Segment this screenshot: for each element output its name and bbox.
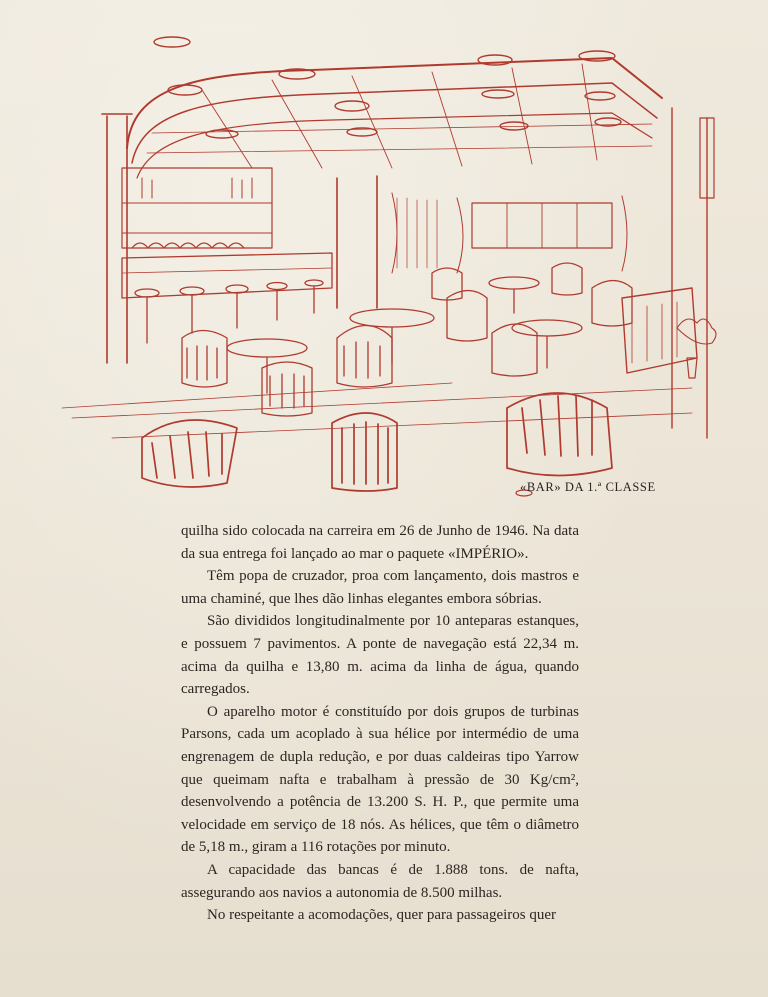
paragraph-4: O aparelho motor é constituído por dois grupos de turbinas Parsons, cada um acoplado à sua hélice por intermédio de uma engrenagem de dupla redução, e por duas caldeiras tipo Yarrow que queimam nafta e trabalham à pressão de 30 Kg/cm², desenvolvendo a potência de 13.200 S. H. P., que permite uma velocidade em serviço de 18 nós. As hélices, que têm o diâmetro de 5,18 m., giram a 116 rotações por minuto. bbox=[181, 703, 579, 856]
illustration-caption: «BAR» DA 1.ª CLASSE bbox=[520, 480, 656, 494]
paragraph-5: A capacidade das bancas é de 1.888 tons. de nafta, assegurando aos navios a autonomia de 8.500 milhas. bbox=[181, 861, 579, 901]
body-text bbox=[181, 520, 579, 927]
paragraph-1: quilha sido colocada na carreira em 26 de Junho de 1946. Na data da sua entrega foi lançado ao mar o paquete «IMPÉRIO». bbox=[181, 523, 579, 562]
paragraph-2: Têm popa de cruzador, proa com lançamento, dois mastros e uma chaminé, que lhes dão linhas elegantes embora sóbrias. bbox=[181, 568, 579, 607]
paragraph-6: No respeitante a acomodações, quer para passageiros quer bbox=[207, 907, 557, 924]
paragraph-3: São divididos longitudinalmente por 10 anteparas estanques, e possuem 7 pavimentos. A ponte de navegação está 22,34 m. acima da quilha e 13,80 m. acima da linha de água, quando carregados. bbox=[181, 613, 579, 698]
bar-illustration bbox=[52, 28, 722, 498]
